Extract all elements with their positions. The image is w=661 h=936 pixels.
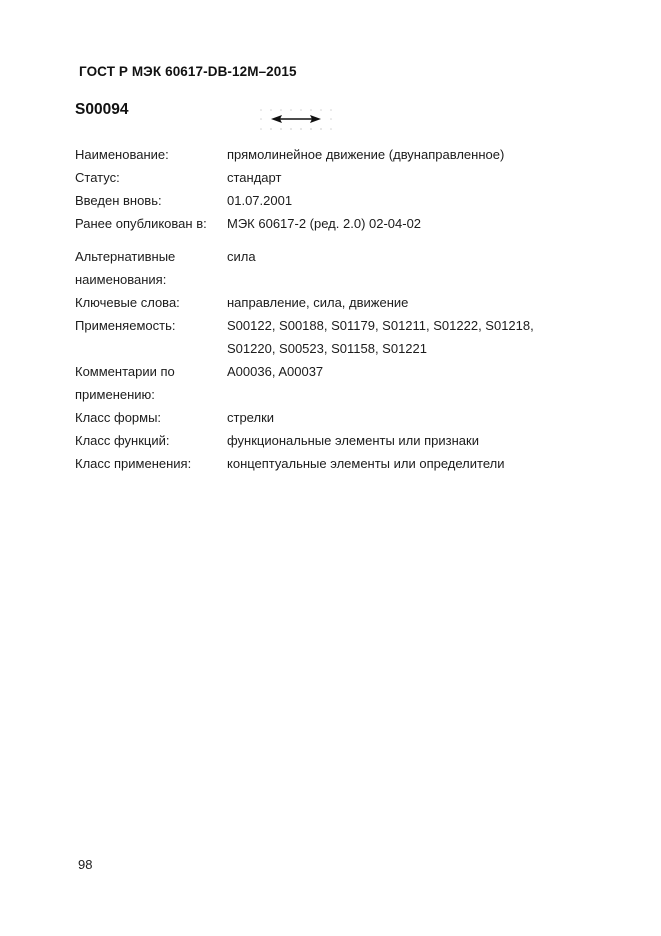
document-standard-title: ГОСТ Р МЭК 60617-DB-12М–2015 — [79, 64, 297, 79]
property-label: Класс применения: — [75, 456, 192, 471]
property-label: Статус: — [75, 170, 120, 185]
property-row-application-class — [75, 452, 595, 475]
property-value-continuation: S01220, S00523, S01158, S01221 — [227, 341, 427, 356]
property-row-application-comments-cont — [75, 383, 595, 406]
property-value: МЭК 60617-2 (ред. 2.0) 02-04-02 — [227, 216, 422, 231]
property-value: S00122, S00188, S01179, S01211, S01222, S01218, — [227, 318, 534, 333]
property-row-keywords — [75, 291, 595, 314]
property-row-name — [75, 143, 595, 166]
symbol-id: S00094 — [75, 101, 129, 118]
property-row-function-class — [75, 429, 595, 452]
property-row-applicability — [75, 314, 595, 337]
property-row-status — [75, 166, 595, 189]
property-row-alternative-names — [75, 245, 595, 268]
property-label-continuation: применению: — [75, 387, 155, 402]
property-value: прямолинейное движение (двунаправленное) — [227, 147, 505, 162]
property-value: A00036, A00037 — [227, 364, 324, 379]
property-value: сила — [227, 249, 256, 264]
property-value: функциональные элементы или признаки — [227, 433, 479, 448]
property-value: стрелки — [227, 410, 275, 425]
property-label: Класс функций: — [75, 433, 170, 448]
property-label: Альтернативные — [75, 249, 176, 264]
property-value: стандарт — [227, 170, 282, 185]
property-row-shape-class — [75, 406, 595, 429]
symbol-properties-list — [75, 143, 595, 475]
property-row-application-comments — [75, 360, 595, 383]
property-label: Комментарии по — [75, 364, 175, 379]
property-label: Ранее опубликован в: — [75, 216, 207, 231]
page-number: 98 — [78, 857, 93, 872]
property-label: Применяемость: — [75, 318, 176, 333]
property-label: Ключевые слова: — [75, 295, 180, 310]
double-headed-horizontal-arrow-icon — [257, 104, 335, 134]
property-value: 01.07.2001 — [227, 193, 293, 208]
property-label-continuation: наименования: — [75, 272, 167, 287]
property-row-applicability-cont — [75, 337, 595, 360]
property-label: Класс формы: — [75, 410, 162, 425]
property-row-previously-published — [75, 212, 595, 235]
property-row-alternative-names-cont — [75, 268, 595, 291]
property-value: направление, сила, движение — [227, 295, 409, 310]
property-label: Введен вновь: — [75, 193, 162, 208]
property-row-introduced — [75, 189, 595, 212]
property-value: концептуальные элементы или определители — [227, 456, 505, 471]
property-label: Наименование: — [75, 147, 169, 162]
